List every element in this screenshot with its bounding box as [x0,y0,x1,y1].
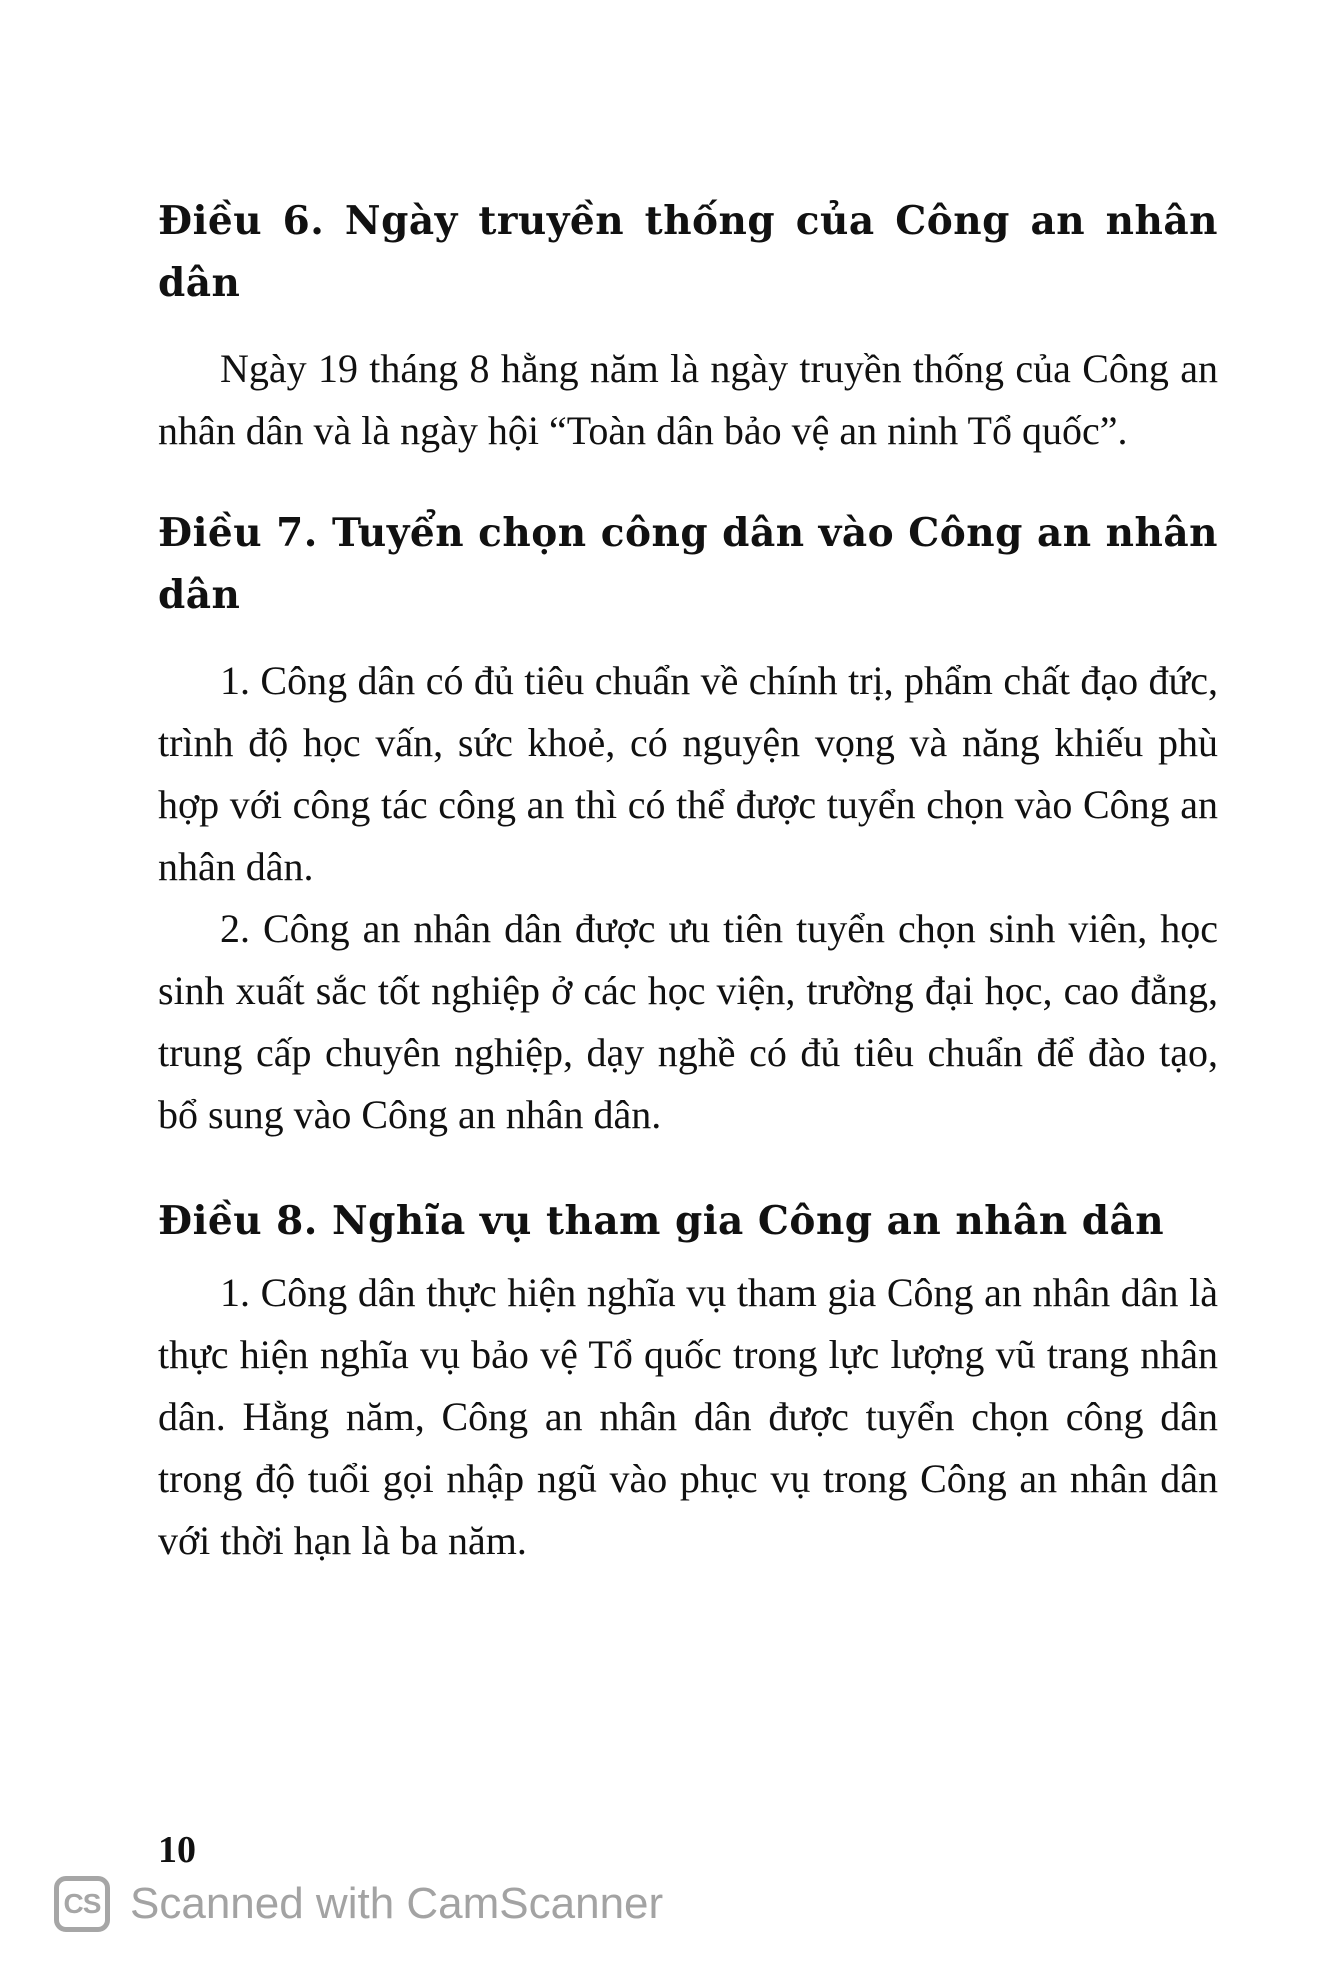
scanner-watermark-text: Scanned with CamScanner [130,1879,664,1928]
article-6-heading: Điều 6. Ngày truyền thống của Công an nhân dân [158,198,1218,306]
scanner-watermark [54,1876,663,1932]
page-body [158,190,1218,1572]
article-7-heading: Điều 7. Tuyển chọn công dân vào Công an nhân dân [158,510,1218,618]
article-7-paragraph-2: 2. Công an nhân dân được ưu tiên tuyển chọn sinh viên, học sinh xuất sắc tốt nghiệp ở các học viện, trường đại học, cao đẳng, trung cấp chuyên nghiệp, dạy nghề có đủ tiêu chuẩn để đào tạo, bổ sung vào Công an nhân dân. [158,906,1218,1137]
camscanner-logo-icon: CS [54,1876,110,1932]
page-number: 10 [158,1829,196,1871]
article-7-paragraph-1: 1. Công dân có đủ tiêu chuẩn về chính trị, phẩm chất đạo đức, trình độ học vấn, sức khoẻ, có nguyện vọng và năng khiếu phù hợp với công tác công an thì có thể được tuyển chọn vào Công an nhân dân. [158,658,1218,889]
article-8-heading: Điều 8. Nghĩa vụ tham gia Công an nhân dân [158,1198,1165,1244]
article-6-paragraph-1: Ngày 19 tháng 8 hằng năm là ngày truyền thống của Công an nhân dân và là ngày hội “Toàn dân bảo vệ an ninh Tổ quốc”. [158,346,1218,453]
article-8-paragraph-1: 1. Công dân thực hiện nghĩa vụ tham gia Công an nhân dân là thực hiện nghĩa vụ bảo vệ Tổ quốc trong lực lượng vũ trang nhân dân. Hằng năm, Công an nhân dân được tuyển chọn công dân trong độ tuổi gọi nhập ngũ vào phục vụ trong Công an nhân dân với thời hạn là ba năm. [158,1270,1218,1563]
